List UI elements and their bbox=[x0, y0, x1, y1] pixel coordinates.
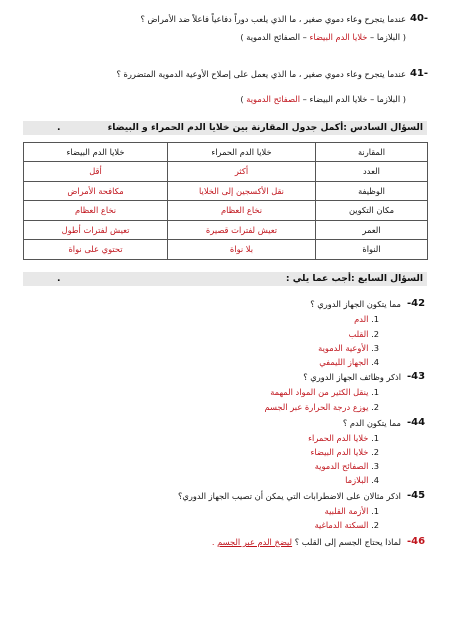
list-item bbox=[310, 447, 379, 457]
item-number: .1 bbox=[371, 314, 379, 324]
white-cell-value: أقل bbox=[24, 162, 168, 182]
table-row bbox=[24, 162, 428, 182]
item-text: يوزع درجة الحرارة عبر الجسم bbox=[264, 402, 369, 412]
table-row bbox=[24, 220, 428, 240]
question-45-number: -45 bbox=[407, 490, 426, 501]
item-text: البلازما bbox=[345, 475, 369, 485]
red-cell-value: نقل الأكسجين إلى الخلايا bbox=[168, 181, 316, 201]
question-43-text: اذكر وظائف الجهاز الدوري ؟ bbox=[303, 372, 401, 382]
item-number: .2 bbox=[371, 520, 379, 530]
question-42-number: -42 bbox=[407, 298, 426, 309]
item-number: .2 bbox=[371, 402, 379, 412]
item-text: الأوعية الدموية bbox=[318, 343, 369, 353]
row-label: العدد bbox=[316, 162, 428, 182]
list-item bbox=[345, 475, 379, 485]
question-40-answer: خلايا الدم البيضاء bbox=[309, 32, 368, 42]
row-label: الوظيفة bbox=[316, 181, 428, 201]
section-6-heading bbox=[23, 121, 427, 135]
question-40-option-prefix: ( البلازما – bbox=[367, 32, 406, 42]
table-row bbox=[24, 240, 428, 260]
question-44-number: -44 bbox=[407, 417, 426, 428]
item-number: .3 bbox=[371, 343, 379, 353]
red-cell-value: بلا نواة bbox=[168, 240, 316, 260]
item-number: .1 bbox=[371, 506, 379, 516]
list-item bbox=[319, 357, 379, 367]
table-header-cell: المقارنة bbox=[316, 143, 428, 162]
row-label: مكان التكوين bbox=[316, 201, 428, 221]
row-label: النواة bbox=[316, 240, 428, 260]
question-41-answer: الصفائح الدموية bbox=[246, 94, 301, 104]
red-cell-value: أكثر bbox=[168, 162, 316, 182]
item-text: خلايا الدم الحمراء bbox=[308, 433, 369, 443]
list-item bbox=[315, 461, 379, 471]
question-41-number: 41- bbox=[410, 68, 429, 79]
white-cell-value: نخاع العظام bbox=[24, 201, 168, 221]
question-46-line bbox=[212, 537, 401, 547]
list-item bbox=[354, 314, 379, 324]
list-item bbox=[325, 506, 379, 516]
section-6-dot: . bbox=[57, 122, 61, 133]
white-cell-value: تحتوي على نواة bbox=[24, 240, 168, 260]
list-item bbox=[349, 329, 380, 339]
list-item bbox=[264, 402, 379, 412]
question-45-text: اذكر مثالان على الاضطرابات التي يمكن أن تصيب الجهاز الدوري؟ bbox=[177, 491, 401, 501]
table-header-row bbox=[24, 143, 428, 162]
white-cell-value: تعيش لفترات أطول bbox=[24, 220, 168, 240]
red-cell-value: تعيش لفترات قصيرة bbox=[168, 220, 316, 240]
comparison-table bbox=[23, 142, 428, 260]
list-item bbox=[318, 343, 379, 353]
item-text: السكتة الدماغية bbox=[314, 520, 369, 530]
question-46-answer: ليضخ الدم عبر الجسم bbox=[217, 537, 293, 547]
item-number: .2 bbox=[371, 329, 379, 339]
section-7-heading bbox=[23, 272, 427, 286]
item-text: ينقل الكثير من المواد المهمة bbox=[270, 387, 369, 397]
section-7-dot: . bbox=[57, 273, 61, 284]
question-41-text: عندما يتجرح وعاء دموي صغير ، ما الذي يعمل على إصلاح الأوعية الدموية المتضررة ؟ bbox=[116, 69, 406, 79]
section-6-title: السؤال السادس :أكمل جدول المقارنة بين خلايا الدم الحمراء و البيضاء bbox=[107, 122, 423, 133]
question-40-number: 40- bbox=[410, 13, 429, 24]
item-text: الأزمة القلبية bbox=[324, 506, 369, 516]
question-46-text: لماذا يحتاج الجسم إلى القلب ؟ bbox=[292, 537, 401, 547]
table-row bbox=[24, 201, 428, 221]
question-42-text: مما يتكون الجهاز الدوري ؟ bbox=[310, 299, 401, 309]
question-43-number: -43 bbox=[407, 371, 426, 382]
item-number: .1 bbox=[371, 387, 379, 397]
item-number: .1 bbox=[371, 433, 379, 443]
white-cell-value: مكافحة الأمراض bbox=[24, 181, 168, 201]
list-item bbox=[270, 387, 379, 397]
question-44-text: مما يتكون الدم ؟ bbox=[342, 418, 401, 428]
question-40-text: عندما يتجرح وعاء دموي صغير ، ما الذي يلعب دوراً دفاعياً فاعلاً ضد الأمراض ؟ bbox=[140, 14, 406, 24]
item-number: .4 bbox=[371, 357, 379, 367]
question-46-end: . bbox=[211, 537, 218, 547]
table-header-cell: خلايا الدم الحمراء bbox=[168, 143, 316, 162]
item-text: الدم bbox=[354, 314, 369, 324]
table-row bbox=[24, 181, 428, 201]
question-46-number: -46 bbox=[407, 536, 426, 547]
item-number: .3 bbox=[371, 461, 379, 471]
red-cell-value: نخاع العظام bbox=[168, 201, 316, 221]
item-text: الجهاز الليمفي bbox=[319, 357, 369, 367]
section-7-title: السؤال السابع :أجب عما يلي : bbox=[285, 273, 423, 284]
item-text: القلب bbox=[348, 329, 369, 339]
table-header-cell: خلايا الدم البيضاء bbox=[24, 143, 168, 162]
question-41-option-prefix: ( البلازما – خلايا الدم البيضاء – bbox=[300, 94, 406, 104]
row-label: العمر bbox=[316, 220, 428, 240]
question-40-options bbox=[240, 32, 406, 42]
item-text: خلايا الدم البيضاء bbox=[310, 447, 369, 457]
question-40-option-suffix: – الصفائح الدموية ) bbox=[240, 32, 310, 42]
item-number: .4 bbox=[371, 475, 379, 485]
question-41-option-suffix: ) bbox=[240, 94, 247, 104]
item-number: .2 bbox=[371, 447, 379, 457]
list-item bbox=[315, 520, 379, 530]
list-item bbox=[308, 433, 379, 443]
item-text: الصفائح الدموية bbox=[314, 461, 369, 471]
question-41-options bbox=[240, 94, 406, 104]
